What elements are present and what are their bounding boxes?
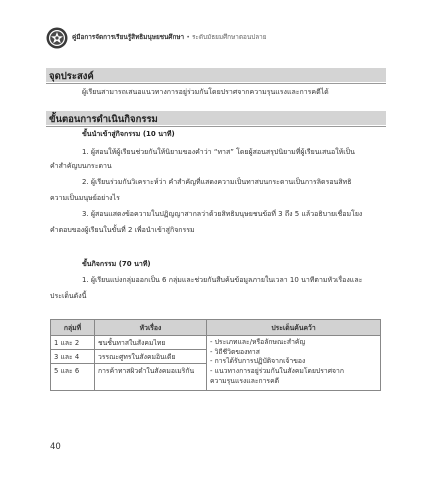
- main-step-1-line-2: ประเด็นดังนี้: [50, 292, 87, 300]
- issue-item: - การได้รับการปฏิบัติจากเจ้าของ: [210, 357, 306, 366]
- main-step-1-line-1: 1. ผู้เรียนแบ่งกลุ่มออกเป็น 6 กลุ่มและช่วยกันสืบค้นข้อมูลภายในเวลา 10 นาทีตามหัวเรื่องและ: [82, 276, 363, 284]
- intro-step-1-line-2: คำสำคัญบนกระดาน: [50, 162, 112, 170]
- page-number: 40: [50, 442, 61, 452]
- group-cell: 1 และ 2: [51, 336, 95, 350]
- intro-step-2-line-2: ความเป็นมนุษย์อย่างไร: [50, 194, 120, 202]
- header-group: กลุ่มที่: [51, 320, 95, 336]
- issue-item: ความรุนแรงและการคตี: [210, 376, 280, 385]
- header-topic: หัวเรื่อง: [95, 320, 207, 336]
- topic-cell: วรรณะศูทรในสังคมอินเดีย: [95, 350, 207, 364]
- activity-section-bar: [46, 111, 386, 125]
- issue-item: - แนวทางการอยู่ร่วมกันในสังคมโดยปราศจาก: [210, 367, 344, 376]
- issues-cell: [207, 336, 381, 391]
- intro-step-2-line-1: 2. ผู้เรียนร่วมกันวิเคราะห์ว่า คำสำคัญที่แสดงความเป็นทาสบนกระดานเป็นการลิดรอนสิทธิ: [82, 178, 352, 186]
- header-issues: ประเด็นค้นคว้า: [207, 320, 381, 336]
- topic-cell: ชนชั้นทาสในสังคมไทย: [95, 336, 207, 350]
- intro-step-1-line-1: 1. ผู้สอนให้ผู้เรียนช่วยกันให้นิยามของคำว่า “ทาส” โดยผู้สอนสรุปนิยามที่ผู้เรียนเสนอให้เป็น: [82, 148, 355, 156]
- document-subtitle: • ระดับมัธยมศึกษาตอนปลาย: [184, 33, 267, 41]
- topic-cell: การค้าทาสผิวดำในสังคมอเมริกัน: [95, 364, 207, 391]
- emblem-icon: [46, 27, 68, 49]
- group-cell: 3 และ 4: [51, 350, 95, 364]
- table-row: [51, 336, 381, 350]
- intro-heading: ขั้นนำเข้าสู่กิจกรรม (10 นาที): [82, 130, 175, 138]
- page-header: [46, 27, 386, 49]
- objective-text: ผู้เรียนสามารถเสนอแนวทางการอยู่ร่วมกันโดยปราศจากความรุนแรงและการคตีได้: [82, 88, 329, 96]
- activity-heading: ขั้นตอนการดำเนินกิจกรรม: [49, 114, 158, 125]
- document-title: คู่มือการจัดการเรียนรู้สิทธิมนุษยชนศึกษา: [72, 33, 185, 41]
- intro-step-3-line-2: คำตอบของผู้เรียนในขั้นที่ 2 เพื่อนำเข้าสู่กิจกรรม: [50, 226, 195, 234]
- objective-heading: จุดประสงค์: [49, 71, 94, 82]
- table-header-row: [51, 320, 381, 336]
- issue-item: - ประเภทและ/หรือลักษณะสำคัญ: [210, 338, 306, 346]
- group-cell: 5 และ 6: [51, 364, 95, 391]
- research-topics-table: [50, 319, 381, 391]
- issue-item: - วิถีชีวิตของทาส: [210, 347, 260, 356]
- main-activity-heading: ขั้นกิจกรรม (70 นาที): [82, 260, 151, 268]
- intro-step-3-line-1: 3. ผู้สอนแสดงข้อความในปฏิญญาสากลว่าด้วยสิทธิมนุษยชนข้อที่ 3 ถึง 5 แล้วอธิบายเชื่อมโยง: [82, 210, 363, 218]
- objective-section-bar: [46, 68, 386, 82]
- header-title: [72, 32, 267, 42]
